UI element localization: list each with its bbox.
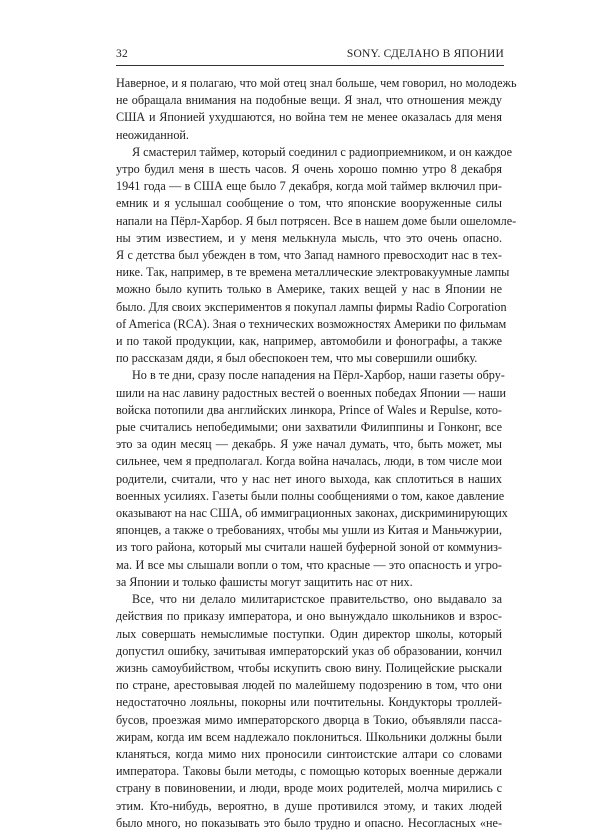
text-line: Я смастерил таймер, который соединил с радиоприемником, и он каждое — [132, 144, 513, 159]
text-line: Наверное, и я полагаю, что мой отец знал больше, чем говорил, но молодежь — [116, 76, 517, 90]
text-line: императора. Таковы были методы, с помощью которых военные держали — [116, 764, 502, 779]
text-line: действия по приказу императора, и оно вынуждало школьников и взрос- — [116, 609, 502, 624]
text-line: сильнее, чем я предполагал. Когда война началась, люди, в том числе мои — [116, 454, 502, 469]
text-line: жизнь самоубийством, чтобы искупить свою вину. Полицейские рыскали — [116, 660, 502, 675]
text-line: бусов, проезжая мимо императорского дворца в Токио, объявляли пасса- — [116, 712, 502, 727]
text-line: и по такой продукции, как, например, автомобили и фонографы, а также — [116, 334, 502, 349]
paragraph — [116, 75, 517, 144]
text-line: кланяться, когда мимо них проносили синтоистские алтари со словами — [116, 746, 502, 761]
text-line: емник и я услышал сообщение о том, что японские вооруженные силы — [116, 196, 502, 211]
running-head — [116, 48, 504, 66]
text-line: ма. И все мы слышали вопли о том, что красные — это опасность и угро- — [116, 557, 502, 572]
text-line: напали на Пёрл-Харбор. Я был потрясен. Все в нашем доме были ошеломле- — [116, 213, 517, 228]
text-line: недостаточно лояльны, покорны или почтительны. Кондукторы троллей- — [116, 695, 502, 710]
body-text — [116, 75, 517, 832]
text-line: США и Японией ухудшаются, но война тем не менее оказалась для меня — [116, 110, 502, 125]
header-rule — [116, 65, 504, 66]
text-line: этим. Кто-нибудь, вероятно, в душе противился этому, и таких людей — [116, 798, 502, 813]
text-line: войска потопили два английских линкора, Prince of Wales и Repulse, кото- — [116, 402, 502, 417]
text-line: по рассказам дяди, я был обеспокоен тем, что мы совершили ошибку. — [116, 351, 478, 366]
page-number: 32 — [116, 48, 128, 60]
text-line: лых совершать немыслимые поступки. Один директор школы, который — [116, 626, 502, 641]
text-line: жирам, когда им всем надлежало поклониться. Школьники должны были — [116, 729, 502, 744]
text-line: было много, но показывать это было трудно и опасно. Несогласных «не- — [116, 815, 502, 830]
paragraph — [116, 591, 502, 832]
text-line: военных усилиях. Газеты были полны сообщениями о том, какое давление — [116, 488, 505, 503]
text-line: за Японии и только фашисты могут защитить нас от них. — [116, 574, 413, 589]
paragraph — [116, 367, 508, 591]
text-line: допустил ошибку, зачитывая императорский указ об образовании, кончил — [116, 643, 502, 658]
text-line: по стране, арестовывая людей по малейшему подозрению в том, что они — [116, 678, 502, 693]
text-line: это за один месяц — декабрь. Я уже начал думать, что, быть может, мы — [116, 437, 502, 452]
text-line: из того района, который мы считали нашей буферной зоной от коммуниз- — [116, 540, 502, 555]
text-line: Все, что ни делало милитаристское правительство, оно выдавало за — [132, 592, 502, 607]
text-line: можно было купить только в Америке, таких вещей у нас в Японии не — [116, 282, 502, 297]
text-line: нике. Так, например, в те времена металлические электровакуумные лампы — [116, 265, 510, 280]
text-line: 1941 года — в США еще было 7 декабря, когда мой таймер включил при- — [116, 179, 502, 194]
text-line: шили на нас лавину радостных вестей о военных победах Японии — наши — [116, 385, 507, 400]
text-line: родители, считали, что у нас нет иного выхода, как сплотиться в наших — [116, 471, 502, 486]
text-line: неожиданной. — [116, 127, 189, 142]
text-line: было. Для своих экспериментов я покупал лампы фирмы Radio Corporation — [116, 299, 507, 314]
text-line: ны этим известием, и у меня мелькнула мысль, что это очень опасно. — [116, 230, 502, 245]
text-line: не обращала внимания на подобные вещи. Я знал, что отношения между — [116, 93, 502, 108]
running-title: SONY. СДЕЛАНО В ЯПОНИИ — [346, 48, 504, 60]
text-line: утро будил меня в шесть часов. Я очень хорошо помню утро 8 декабря — [116, 162, 502, 177]
text-line: of America (RCA). Зная о технических возможностях Америки по фильмам — [116, 316, 507, 331]
text-line: японцев, а также о требованиях, чтобы мы ушли из Китая и Маньчжурии, — [116, 523, 502, 538]
paragraph — [116, 144, 517, 368]
text-line: Я с детства был убежден в том, что Запад намного превосходит нас в тех- — [116, 248, 502, 263]
text-line: оказывают на нас США, об иммиграционных законах, дискриминирующих — [116, 506, 508, 521]
text-line: рые считались непобедимыми; они захватили Филиппины и Гонконг, все — [116, 420, 502, 435]
text-line: страну в повиновении, и люди, вроде моих родителей, молча мирились с — [116, 781, 502, 796]
text-line: Но в те дни, сразу после нападения на Пёрл-Харбор, наши газеты обру- — [132, 368, 505, 383]
